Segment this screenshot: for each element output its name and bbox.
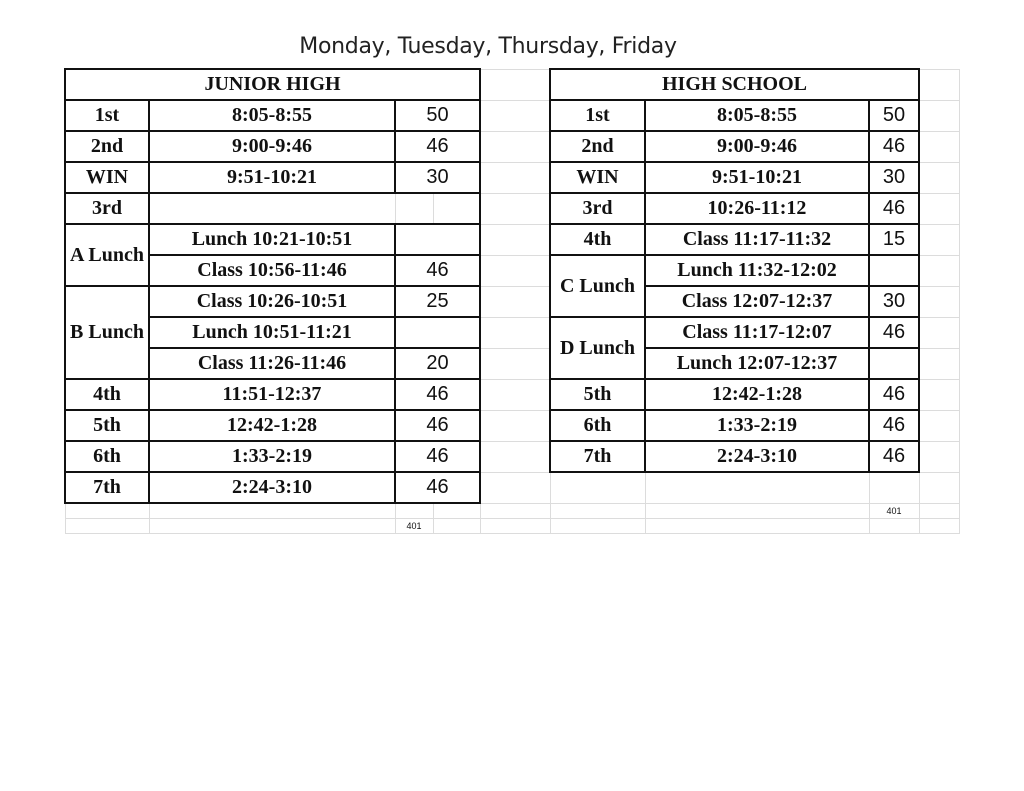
spacer-cell [480,472,550,503]
hs-time: Lunch 12:07-12:37 [645,348,869,379]
empty-cell [149,519,395,534]
hs-time: Class 11:17-11:32 [645,224,869,255]
jh-minutes [395,317,480,348]
spacer-cell [919,519,959,534]
jh-time: 12:42-1:28 [149,410,395,441]
jh-minutes: 46 [395,472,480,503]
b-lunch-label: B Lunch [65,286,149,379]
jh-minutes [395,193,433,224]
high-school-heading: HIGH SCHOOL [550,69,919,100]
hs-time: 9:00-9:46 [645,131,869,162]
spacer-cell [480,100,550,131]
spacer-cell [480,162,550,193]
hs-time: 8:05-8:55 [645,100,869,131]
hs-time: 10:26-11:12 [645,193,869,224]
spacer-cell [480,519,550,534]
hs-time: 9:51-10:21 [645,162,869,193]
hs-minutes: 46 [869,410,919,441]
spacer-cell [919,441,959,472]
spacer-cell [919,224,959,255]
spacer-cell [919,255,959,286]
spacer-cell [480,69,550,100]
empty-cell [65,503,149,519]
jh-time: Class 10:56-11:46 [149,255,395,286]
jh-time: Class 10:26-10:51 [149,286,395,317]
hs-time: Class 11:17-12:07 [645,317,869,348]
spacer-cell [480,441,550,472]
hs-period: 7th [550,441,645,472]
jh-time: 9:00-9:46 [149,131,395,162]
a-lunch-label: A Lunch [65,224,149,286]
page-title: Monday, Tuesday, Thursday, Friday [299,34,677,59]
hs-time: 1:33-2:19 [645,410,869,441]
jh-minutes: 46 [395,379,480,410]
empty-cell [65,519,149,534]
spacer-cell [919,131,959,162]
empty-cell [645,503,869,519]
hs-minutes: 30 [869,162,919,193]
spacer-cell [480,317,550,348]
hs-minutes [869,255,919,286]
spacer-cell [919,503,959,519]
jh-minutes: 46 [395,410,480,441]
hs-time: Lunch 11:32-12:02 [645,255,869,286]
empty-cell [149,503,395,519]
hs-time: 2:24-3:10 [645,441,869,472]
hs-period: 4th [550,224,645,255]
spacer-cell [919,162,959,193]
empty-cell [395,503,433,519]
empty-cell [550,472,645,503]
jh-minutes: 20 [395,348,480,379]
hs-time: Class 12:07-12:37 [645,286,869,317]
empty-cell [550,503,645,519]
hs-minutes: 50 [869,100,919,131]
hs-period: 5th [550,379,645,410]
hs-minutes: 46 [869,379,919,410]
empty-cell [645,472,869,503]
junior-high-heading: JUNIOR HIGH [65,69,480,100]
hs-period: 2nd [550,131,645,162]
empty-cell [433,503,480,519]
spacer-cell [480,348,550,379]
hs-period: 6th [550,410,645,441]
c-lunch-label: C Lunch [550,255,645,317]
empty-cell [645,519,869,534]
spacer-cell [919,472,959,503]
empty-cell [869,472,919,503]
jh-minutes: 50 [395,100,480,131]
jh-time: 9:51-10:21 [149,162,395,193]
empty-cell [433,193,480,224]
hs-minutes: 15 [869,224,919,255]
hs-total-minutes: 401 [869,503,919,519]
hs-period: WIN [550,162,645,193]
jh-time: Lunch 10:51-11:21 [149,317,395,348]
empty-cell [869,519,919,534]
spacer-cell [919,100,959,131]
jh-time: 11:51-12:37 [149,379,395,410]
hs-minutes: 46 [869,441,919,472]
hs-time: 12:42-1:28 [645,379,869,410]
jh-minutes [395,224,480,255]
spacer-cell [480,255,550,286]
jh-time: Lunch 10:21-10:51 [149,224,395,255]
jh-period: 3rd [65,193,149,224]
spacer-cell [919,193,959,224]
spacer-cell [480,410,550,441]
jh-minutes: 25 [395,286,480,317]
spacer-cell [919,286,959,317]
jh-period: 5th [65,410,149,441]
jh-minutes: 46 [395,131,480,162]
hs-minutes: 46 [869,131,919,162]
jh-period: 2nd [65,131,149,162]
spacer-cell [480,379,550,410]
jh-minutes: 46 [395,255,480,286]
jh-period: 7th [65,472,149,503]
jh-period: 4th [65,379,149,410]
jh-time: 2:24-3:10 [149,472,395,503]
spacer-cell [919,348,959,379]
spacer-cell [919,69,959,100]
spacer-cell [919,317,959,348]
jh-period: 6th [65,441,149,472]
spacer-cell [480,193,550,224]
hs-period: 1st [550,100,645,131]
hs-period: 3rd [550,193,645,224]
spacer-cell [919,379,959,410]
empty-cell [433,519,480,534]
spacer-cell [480,286,550,317]
spacer-cell [480,503,550,519]
schedule-table [64,68,960,534]
spacer-cell [919,410,959,441]
jh-minutes: 30 [395,162,480,193]
d-lunch-label: D Lunch [550,317,645,379]
jh-period: 1st [65,100,149,131]
spacer-cell [480,224,550,255]
spacer-cell [480,131,550,162]
hs-minutes [869,348,919,379]
jh-time: 8:05-8:55 [149,100,395,131]
jh-total-minutes: 401 [395,519,433,534]
jh-time [149,193,395,224]
jh-time: Class 11:26-11:46 [149,348,395,379]
empty-cell [550,519,645,534]
jh-time: 1:33-2:19 [149,441,395,472]
hs-minutes: 30 [869,286,919,317]
jh-minutes: 46 [395,441,480,472]
hs-minutes: 46 [869,193,919,224]
jh-period: WIN [65,162,149,193]
hs-minutes: 46 [869,317,919,348]
